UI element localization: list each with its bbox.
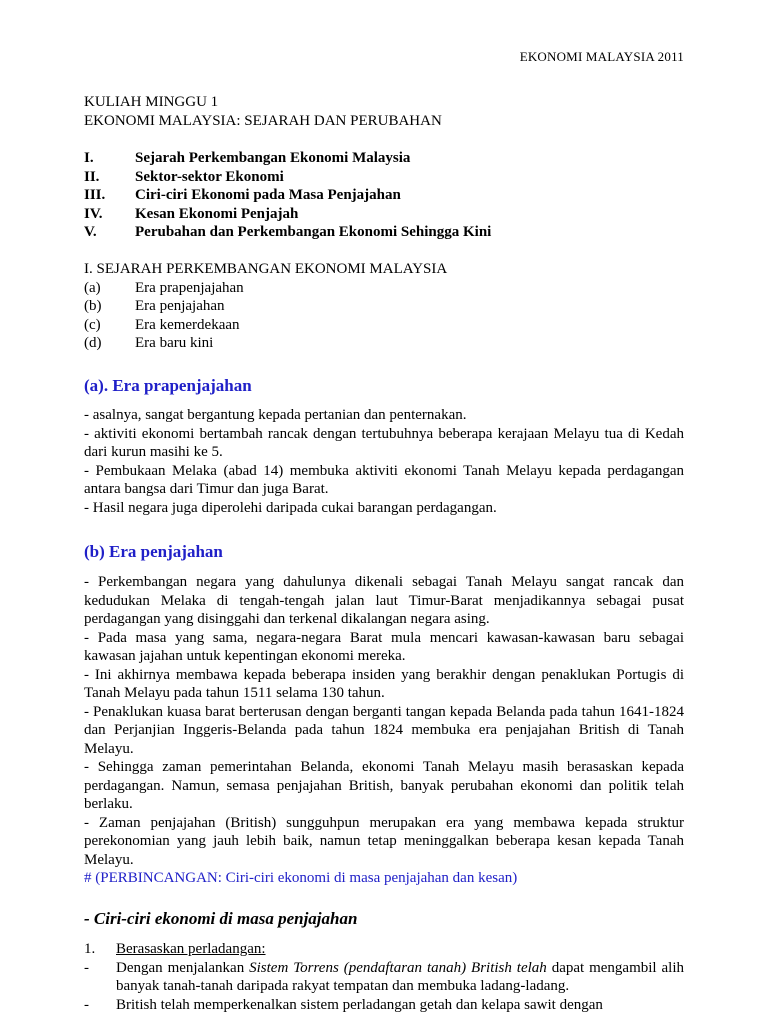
outline-list xyxy=(84,149,684,242)
ciri-item-number: 1. xyxy=(84,941,96,957)
outline-number: II. xyxy=(84,168,100,185)
outline-text: Perubahan dan Perkembangan Ekonomi Sehingga Kini xyxy=(135,224,492,240)
era-a-paragraph: - aktiviti ekonomi bertambah rancak dengan tertubuhnya beberapa kerajaan Melayu tua di Kedah dari kurun masihi ke 5. xyxy=(84,425,684,460)
outline-number: III. xyxy=(84,187,106,203)
era-a-body xyxy=(84,406,684,517)
outline-item xyxy=(84,223,684,242)
ciri-item-text xyxy=(116,959,684,996)
section-1-heading: I. SEJARAH PERKEMBANGAN EKONOMI MALAYSIA xyxy=(84,261,448,277)
ciri-item xyxy=(84,959,684,996)
era-a-paragraph: - asalnya, sangat bergantung kepada pertanian dan penternakan. xyxy=(84,407,467,423)
era-b-paragraph: - Pada masa yang sama, negara-negara Barat mula mencari kawasan-kawasan baru sebagai kawasan jajahan untuk kepentingan ekonomi mereka. xyxy=(84,629,684,664)
era-b-paragraph: - Penaklukan kuasa barat berterusan dengan berganti tangan kepada Belanda pada tahun 1641-1824 dan Perjanjian Inggeris-Belanda pada tahun 1824 membuka era penjajahan British di Tanah Melayu. xyxy=(84,703,684,757)
outline-number: I. xyxy=(84,150,94,166)
era-a-heading: (a). Era prapenjajahan xyxy=(84,376,252,395)
ciri-item-dash: - xyxy=(84,996,89,1013)
lecture-title-block xyxy=(84,93,684,130)
era-b-paragraph: - Zaman penjajahan (British) sungguhpun merupakan era yang membawa kepada struktur perekonomian yang jauh lebih baik, namun tetap meninggalkan beberapa kesan kepada Tanah Melayu. xyxy=(84,814,684,868)
ciri-text-pre: Dengan menjalankan xyxy=(116,959,250,976)
outline-number: V. xyxy=(84,224,97,240)
section-1 xyxy=(84,260,684,353)
ciri-item-title: Berasaskan perladangan: xyxy=(116,941,266,957)
outline-text: Sektor-sektor Ekonomi xyxy=(135,168,284,185)
outline-text: Ciri-ciri Ekonomi pada Masa Penjajahan xyxy=(135,187,401,203)
ciri-heading: - Ciri-ciri ekonomi di masa penjajahan xyxy=(84,909,358,928)
era-b-paragraph: - Ini akhirnya membawa kepada beberapa insiden yang berakhir dengan penaklukan Portugis di Tanah Melayu pada tahun 1511 selama 130 tahun. xyxy=(84,666,684,701)
era-list-text: Era kemerdekaan xyxy=(135,316,240,333)
lecture-week-title: KULIAH MINGGU 1 xyxy=(84,94,219,110)
outline-item xyxy=(84,149,684,168)
ciri-item-dash: - xyxy=(84,959,89,976)
outline-item xyxy=(84,186,684,205)
era-b-body xyxy=(84,573,684,888)
running-header: EKONOMI MALAYSIA 2011 xyxy=(519,49,684,64)
era-list-item xyxy=(84,297,684,316)
discussion-note: # (PERBINCANGAN: Ciri-ciri ekonomi di masa penjajahan dan kesan) xyxy=(84,870,518,886)
ciri-item xyxy=(84,996,684,1015)
era-b-paragraph: - Perkembangan negara yang dahulunya dikenali sebagai Tanah Melayu sangat rancak dan kedudukan Melaka di tengah-tengah jalan laut Timur-Barat menjadikannya sebagai pusat perdagangan yang disinggahi dan terkenal dikalangan negara asing. xyxy=(84,574,684,627)
outline-number: IV. xyxy=(84,205,103,222)
outline-text: Kesan Ekonomi Penjajah xyxy=(135,205,299,222)
era-list-item xyxy=(84,316,684,335)
outline-item xyxy=(84,205,684,224)
era-b-paragraph: - Sehingga zaman pemerintahan Belanda, ekonomi Tanah Melayu masih berasaskan kepada perdagangan. Namun, semasa penjajahan British, banyak perubahan ekonomi dan politik telah berlaku. xyxy=(84,759,684,812)
era-list-item xyxy=(84,279,684,298)
era-list-label: (d) xyxy=(84,335,102,351)
era-list-text: Era baru kini xyxy=(135,335,214,351)
ciri-text-italic: Sistem Torrens (pendaftaran tanah) British telah xyxy=(249,959,547,976)
era-list-text: Era penjajahan xyxy=(135,298,225,314)
outline-item xyxy=(84,168,684,187)
outline-text: Sejarah Perkembangan Ekonomi Malaysia xyxy=(135,150,411,166)
era-a-paragraph: - Pembukaan Melaka (abad 14) membuka aktiviti ekonomi Tanah Melayu kepada perdagangan antara bangsa dari Timur dan juga Barat. xyxy=(84,462,684,497)
ciri-body xyxy=(84,940,684,1014)
era-b-heading: (b) Era penjajahan xyxy=(84,542,223,561)
era-list-label: (c) xyxy=(84,316,101,333)
era-list-item xyxy=(84,334,684,353)
ciri-item-text: British telah memperkenalkan sistem perladangan getah dan kelapa sawit dengan xyxy=(116,996,603,1013)
lecture-topic-title: EKONOMI MALAYSIA: SEJARAH DAN PERUBAHAN xyxy=(84,112,442,129)
ciri-text-post: dapat mengambil alih banyak tanah-tanah daripada rakyat tempatan dan membuka ladang-ladang. xyxy=(116,959,684,994)
era-list-label: (b) xyxy=(84,298,102,314)
era-list-label: (a) xyxy=(84,279,101,296)
era-a-paragraph: - Hasil negara juga diperolehi daripada cukai barangan perdagangan. xyxy=(84,499,497,516)
ciri-item xyxy=(84,940,684,959)
era-list-text: Era prapenjajahan xyxy=(135,279,244,296)
